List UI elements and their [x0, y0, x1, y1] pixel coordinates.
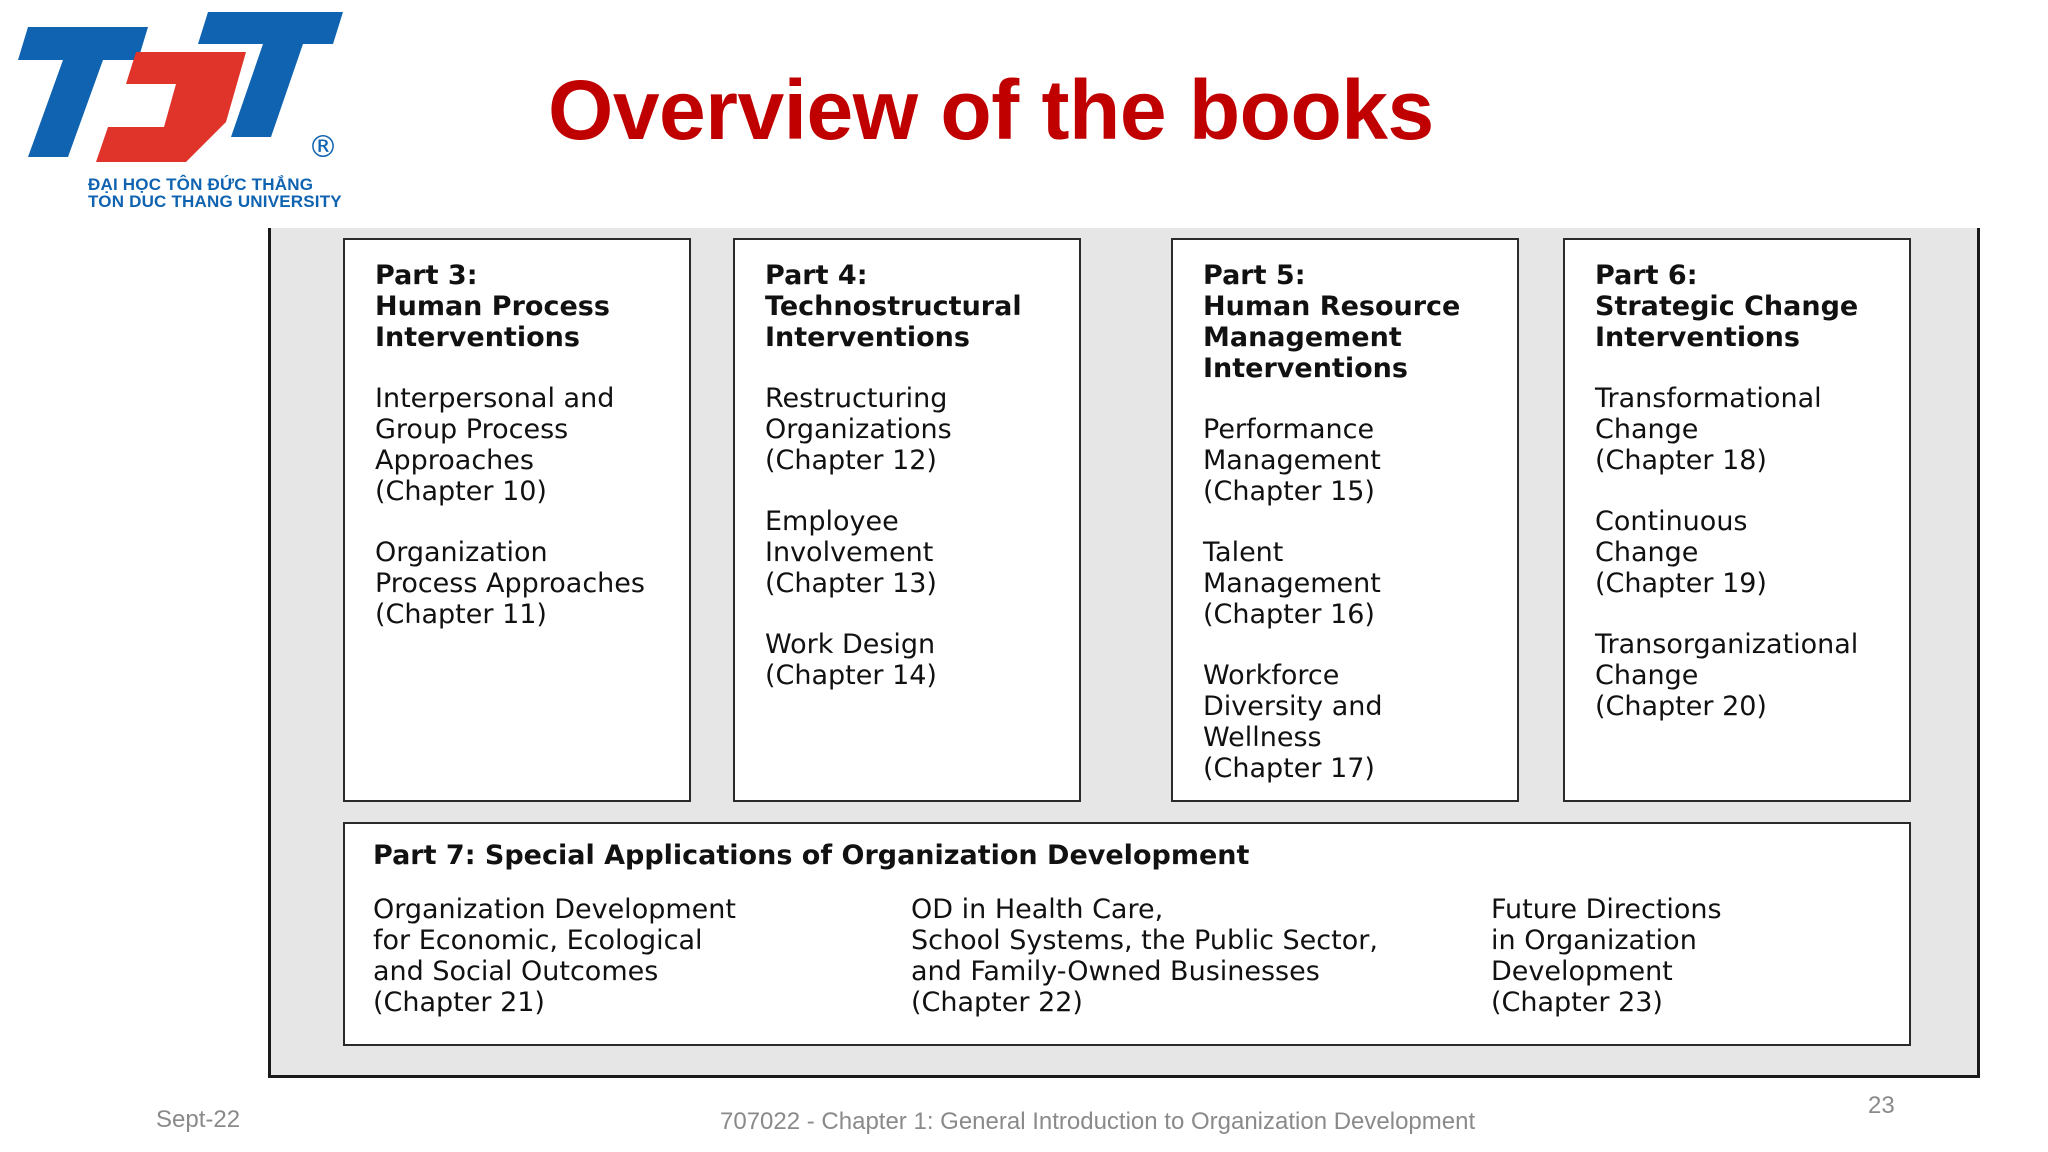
part-7-item: Future Directions in Organization Development (Chapter 23): [1491, 894, 1722, 1018]
tdt-logo-mark-icon: [8, 12, 348, 172]
registered-mark: ®: [308, 130, 338, 165]
part-7-heading: Part 7: Special Applications of Organization Development: [373, 840, 1250, 871]
part-6-box: [1563, 238, 1911, 802]
part-4-item: Employee Involvement (Chapter 13): [765, 506, 937, 599]
slide-number: 23: [1868, 1092, 1895, 1119]
part-4-heading: Part 4: Technostructural Interventions: [765, 260, 1022, 353]
part-5-box: [1171, 238, 1519, 802]
part-3-item: Organization Process Approaches (Chapter 11): [375, 537, 645, 630]
part-6-item: Transorganizational Change (Chapter 20): [1595, 629, 1859, 722]
part-3-box: [343, 238, 691, 802]
part-3-item: Interpersonal and Group Process Approaches (Chapter 10): [375, 383, 615, 507]
part-4-item: Restructuring Organizations (Chapter 12): [765, 383, 952, 476]
logo-text-vietnamese: ĐẠI HỌC TÔN ĐỨC THẮNG: [88, 175, 314, 194]
part-7-box: [343, 822, 1911, 1046]
part-5-item: Workforce Diversity and Wellness (Chapter 17): [1203, 660, 1383, 784]
part-6-item: Transformational Change (Chapter 18): [1595, 383, 1822, 476]
logo-text-english: TON DUC THANG UNIVERSITY: [88, 192, 342, 211]
university-logo: [8, 12, 348, 211]
part-7-item: Organization Development for Economic, Ecological and Social Outcomes (Chapter 21): [373, 894, 736, 1018]
part-5-item: Talent Management (Chapter 16): [1203, 537, 1381, 630]
book-overview-figure: [268, 228, 1980, 1078]
part-4-box: [733, 238, 1081, 802]
part-6-heading: Part 6: Strategic Change Interventions: [1595, 260, 1859, 353]
slide-title: Overview of the books: [548, 63, 1434, 157]
part-6-item: Continuous Change (Chapter 19): [1595, 506, 1767, 599]
footer-course-title: 707022 - Chapter 1: General Introduction to Organization Development: [720, 1108, 1476, 1135]
part-7-item: OD in Health Care, School Systems, the Public Sector, and Family-Owned Businesses (Chapter 22): [911, 894, 1378, 1018]
footer-date: Sept-22: [156, 1106, 241, 1133]
part-5-item: Performance Management (Chapter 15): [1203, 414, 1381, 507]
part-3-heading: Part 3: Human Process Interventions: [375, 260, 610, 353]
part-4-item: Work Design (Chapter 14): [765, 629, 937, 691]
part-5-heading: Part 5: Human Resource Management Interventions: [1203, 260, 1461, 384]
